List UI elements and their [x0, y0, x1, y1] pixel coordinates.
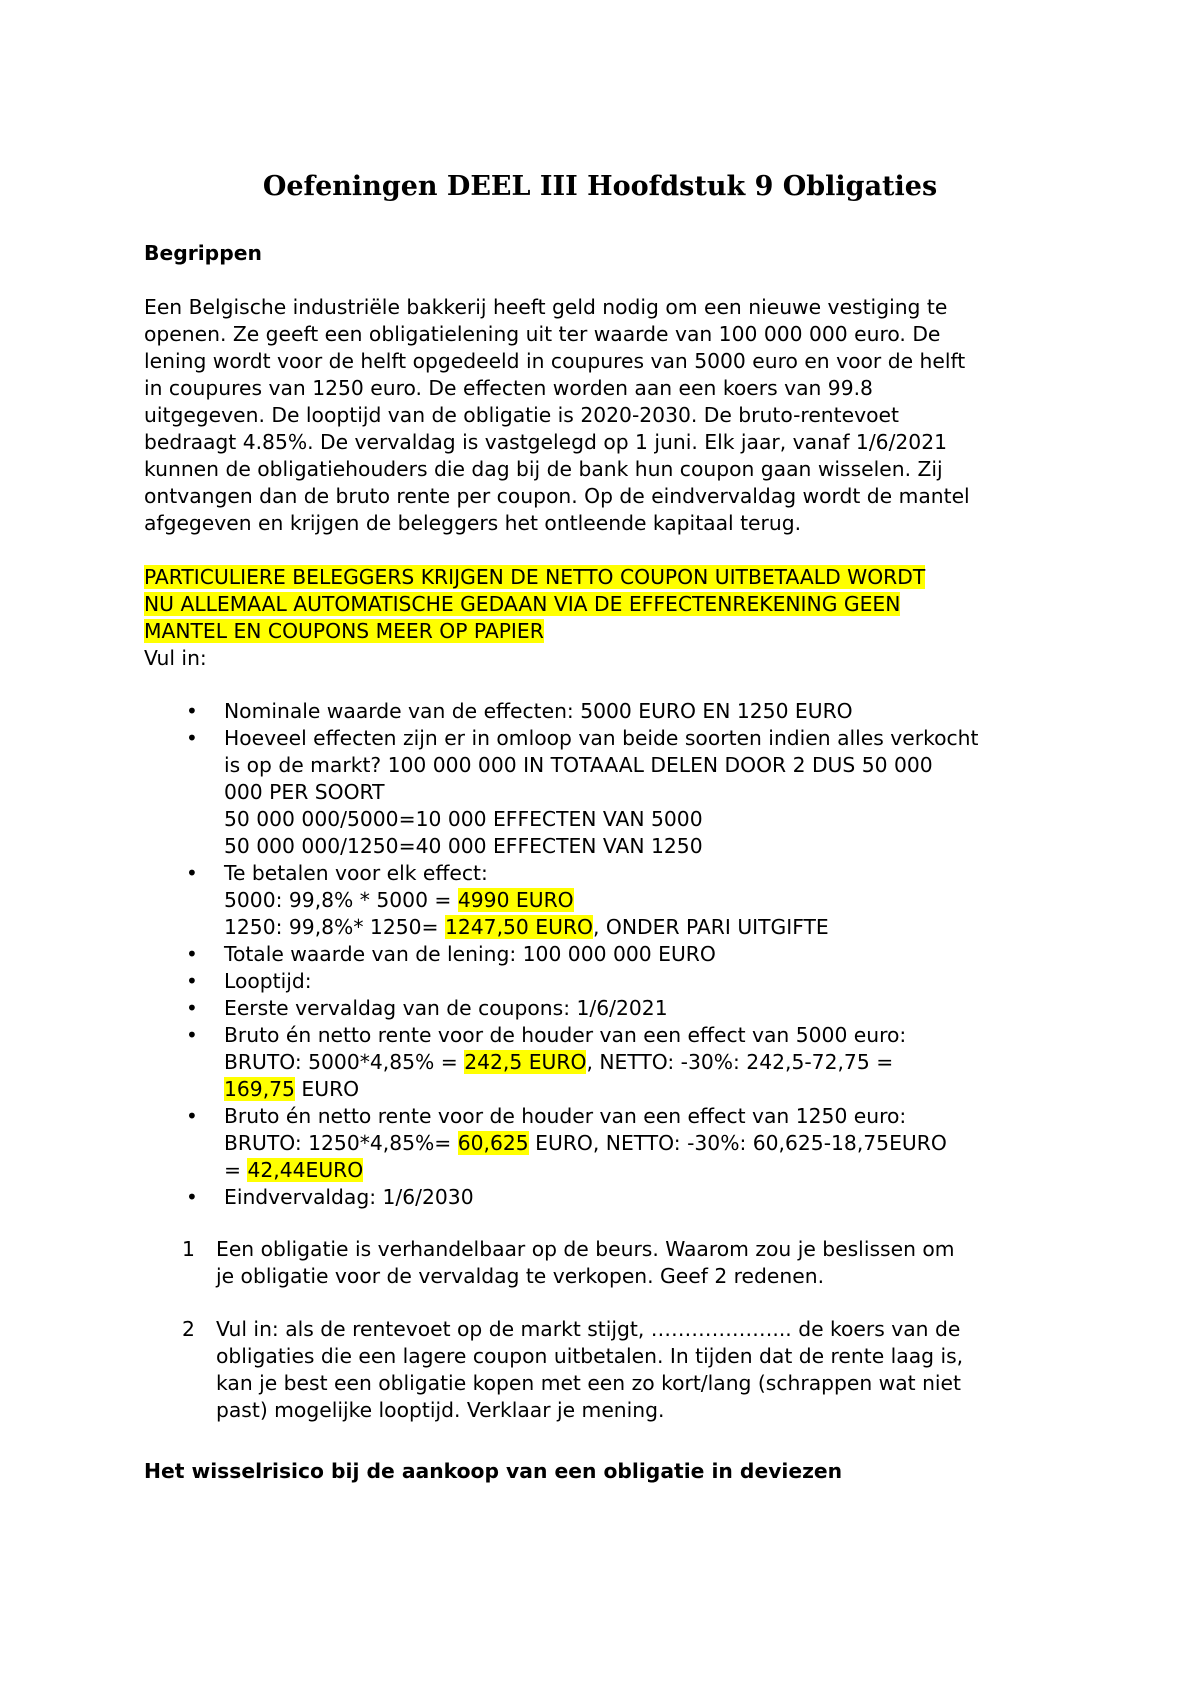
answers-bullet-list — [144, 698, 1104, 1211]
highlighted-notice — [144, 564, 1084, 672]
bullet-text-part: 1250: 99,8%* 1250= — [224, 915, 445, 939]
bullet-text-part: = — [224, 1158, 248, 1182]
bullet-text — [224, 1157, 1104, 1184]
question-item — [144, 1316, 1104, 1424]
intro-line: uitgegeven. De looptijd van de obligatie is 2020-2030. De bruto-rentevoet — [144, 403, 899, 427]
bullet-icon: • — [186, 1104, 198, 1128]
intro-line: Een Belgische industriële bakkerij heeft geld nodig om een nieuwe vestiging te — [144, 295, 948, 319]
question-item — [144, 1236, 1104, 1290]
intro-paragraph — [144, 294, 1084, 537]
bullet-text-part: , NETTO: -30%: 242,5-72,75 = — [586, 1050, 894, 1074]
bullet-text — [224, 1130, 1104, 1157]
bullet-text-part: EURO, NETTO: -30%: 60,625-18,75EURO — [528, 1131, 947, 1155]
bullet-text — [224, 1049, 1104, 1076]
bullet-text-part: 5000: 99,8% * 5000 = — [224, 888, 458, 912]
bullet-text — [224, 1076, 1104, 1103]
page-title: Oefeningen DEEL III Hoofdstuk 9 Obligaties — [262, 171, 938, 202]
bullet-icon: • — [186, 996, 198, 1020]
question-list — [144, 1236, 1104, 1290]
bullet-icon: • — [186, 942, 198, 966]
list-item — [144, 941, 1104, 968]
bullet-text: Hoeveel effecten zijn er in omloop van beide soorten indien alles verkocht — [224, 726, 979, 750]
bullet-text: Totale waarde van de lening: 100 000 000 EURO — [224, 942, 716, 966]
list-item — [144, 1184, 1104, 1211]
bullet-text: 000 PER SOORT — [224, 780, 385, 804]
bullet-icon: • — [186, 726, 198, 750]
bullet-text: Looptijd: — [224, 969, 312, 993]
intro-line: ontvangen dan de bruto rente per coupon. Op de eindvervaldag wordt de mantel — [144, 484, 970, 508]
bullet-icon: • — [186, 1185, 198, 1209]
bullet-text-part: BRUTO: 5000*4,85% = — [224, 1050, 465, 1074]
bullet-text-part: BRUTO: 1250*4,85%= — [224, 1131, 458, 1155]
bullet-icon: • — [186, 861, 198, 885]
question-text: Een obligatie is verhandelbaar op de beurs. Waarom zou je beslissen om — [216, 1237, 955, 1261]
bullet-text: Te betalen voor elk effect: — [224, 861, 488, 885]
question-text: obligaties die een lagere coupon uitbetalen. In tijden dat de rente laag is, — [216, 1344, 964, 1368]
section-heading-begrippen: Begrippen — [144, 241, 262, 265]
bullet-icon: • — [186, 1023, 198, 1047]
bullet-text: Eindvervaldag: 1/6/2030 — [224, 1185, 474, 1209]
fill-in-label: Vul in: — [144, 646, 207, 670]
bullet-text: Eerste vervaldag van de coupons: 1/6/2021 — [224, 996, 668, 1020]
list-item — [144, 1022, 1104, 1103]
question-list — [144, 1316, 1104, 1424]
list-item — [144, 995, 1104, 1022]
bullet-text: Nominale waarde van de effecten: 5000 EURO EN 1250 EURO — [224, 699, 853, 723]
bullet-text: 50 000 000/1250=40 000 EFFECTEN VAN 1250 — [224, 834, 703, 858]
list-item — [144, 698, 1104, 725]
notice-line: MANTEL EN COUPONS MEER OP PAPIER — [144, 619, 544, 643]
question-text: je obligatie voor de vervaldag te verkopen. Geef 2 redenen. — [216, 1264, 825, 1288]
question-number: 2 — [182, 1317, 195, 1341]
bullet-text — [224, 914, 1104, 941]
intro-line: in coupures van 1250 euro. De effecten worden aan een koers van 99.8 — [144, 376, 873, 400]
section-heading-wisselrisico: Het wisselrisico bij de aankoop van een obligatie in deviezen — [144, 1459, 843, 1483]
intro-line: bedraagt 4.85%. De vervaldag is vastgelegd op 1 juni. Elk jaar, vanaf 1/6/2021 — [144, 430, 948, 454]
question-text: Vul in: als de rentevoet op de markt stijgt, ………………... de koers van de — [216, 1317, 961, 1341]
bullet-icon: • — [186, 969, 198, 993]
highlighted-answer: 42,44EURO — [247, 1158, 364, 1182]
bullet-text: is op de markt? 100 000 000 IN TOTAAAL DELEN DOOR 2 DUS 50 000 — [224, 753, 933, 777]
intro-line: lening wordt voor de helft opgedeeld in coupures van 5000 euro en voor de helft — [144, 349, 966, 373]
bullet-text-part: , ONDER PARI UITGIFTE — [593, 915, 829, 939]
intro-line: openen. Ze geeft een obligatielening uit ter waarde van 100 000 000 euro. De — [144, 322, 941, 346]
bullet-text: Bruto én netto rente voor de houder van een effect van 1250 euro: — [224, 1104, 907, 1128]
question-text: past) mogelijke looptijd. Verklaar je mening. — [216, 1398, 665, 1422]
highlighted-answer: 4990 EURO — [457, 888, 574, 912]
notice-line: PARTICULIERE BELEGGERS KRIJGEN DE NETTO COUPON UITBETAALD WORDT — [144, 565, 926, 589]
list-item — [144, 968, 1104, 995]
list-item — [144, 860, 1104, 941]
highlighted-answer: 169,75 — [224, 1077, 295, 1101]
bullet-text-part: EURO — [294, 1077, 360, 1101]
question-text: kan je best een obligatie kopen met een zo kort/lang (schrappen wat niet — [216, 1371, 961, 1395]
question-number: 1 — [182, 1237, 195, 1261]
highlighted-answer: 242,5 EURO — [464, 1050, 587, 1074]
bullet-text — [224, 887, 1104, 914]
intro-line: afgegeven en krijgen de beleggers het ontleende kapitaal terug. — [144, 511, 802, 535]
intro-line: kunnen de obligatiehouders die dag bij de bank hun coupon gaan wisselen. Zij — [144, 457, 943, 481]
highlighted-answer: 60,625 — [457, 1131, 529, 1155]
bullet-text: Bruto én netto rente voor de houder van een effect van 5000 euro: — [224, 1023, 907, 1047]
list-item — [144, 725, 1104, 860]
bullet-icon: • — [186, 699, 198, 723]
highlighted-answer: 1247,50 EURO — [444, 915, 593, 939]
bullet-text: 50 000 000/5000=10 000 EFFECTEN VAN 5000 — [224, 807, 703, 831]
notice-line: NU ALLEMAAL AUTOMATISCHE GEDAAN VIA DE EFFECTENREKENING GEEN — [144, 592, 901, 616]
list-item — [144, 1103, 1104, 1184]
